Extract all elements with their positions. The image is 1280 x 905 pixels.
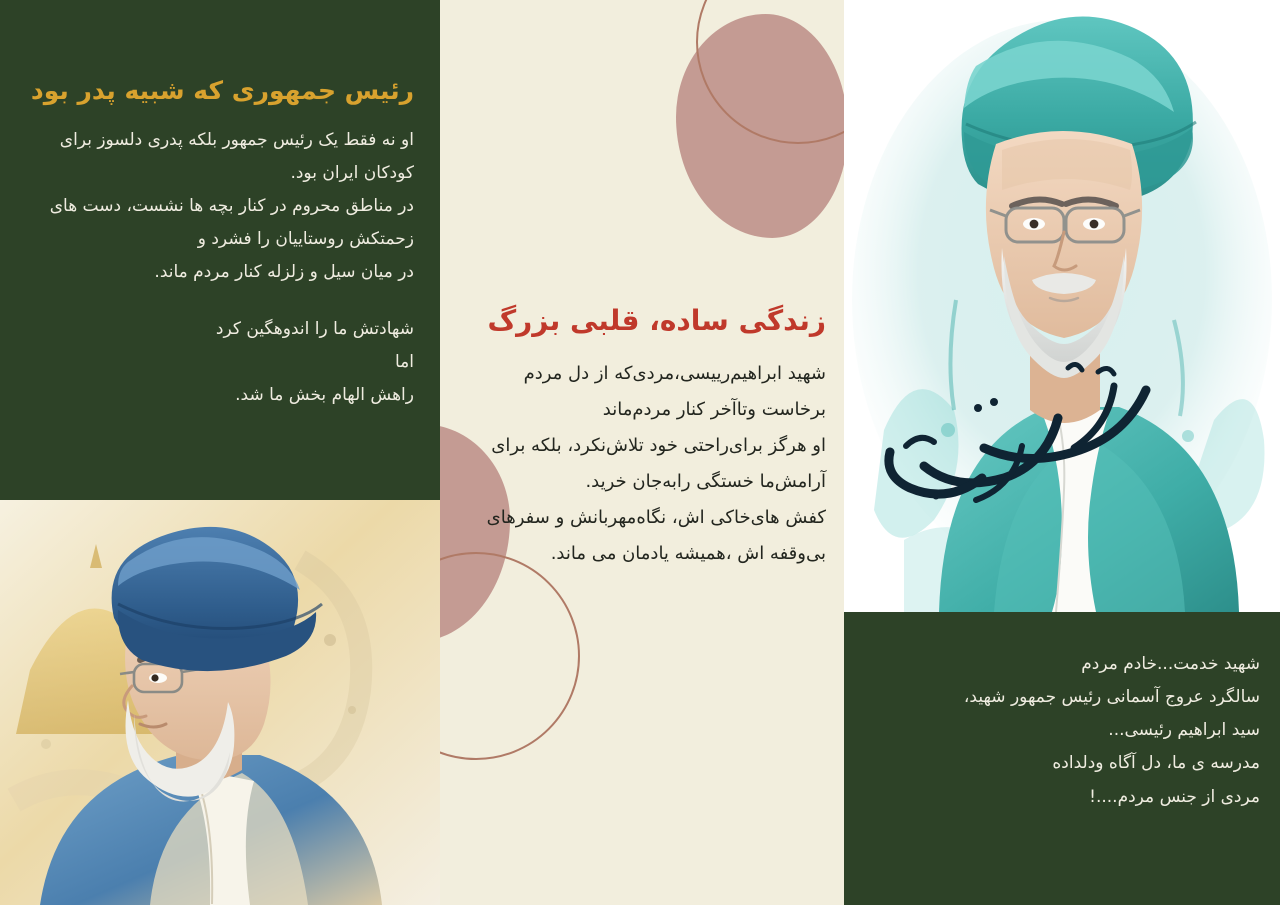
bottom-right-line-5: مردی از جنس مردم....! — [1089, 786, 1260, 807]
top-left-text-block — [0, 72, 440, 413]
bottom-right-line-2: سالگرد عروج آسمانی رئیس جمهور شهید، — [963, 687, 1260, 708]
bottom-right-line-4: مدرسه ی ما، دل آگاه ودلداده — [1052, 753, 1260, 774]
center-paragraph-2: او هرگز برای‌راحتی خود تلاش‌نکرد، بلکه برای آرامش‌ما خستگی رابه‌جان خرید. — [491, 435, 826, 492]
text-spacer — [20, 289, 414, 313]
top-left-paragraph-3: در میان سیل و زلزله کنار مردم ماند. — [154, 262, 414, 283]
top-left-paragraph-4: شهادتش ما را اندوهگین کرد — [215, 319, 414, 340]
bottom-right-line-1: شهید خدمت...خادم مردم — [1081, 654, 1260, 674]
top-left-paragraph-5: اما — [394, 352, 414, 373]
center-text-block — [452, 300, 844, 572]
center-heading: زندگی ساده، قلبی بزرگ — [487, 304, 826, 337]
top-left-paragraph-1: او نه فقط یک رئیس جمهور بلکه پدری دلسوز برای کودکان ایران بود. — [59, 129, 414, 183]
bottom-right-line-3: سید ابراهیم رئیسی... — [1108, 720, 1260, 741]
top-left-paragraph-2: در مناطق محروم در کنار بچه ها نشست، دست های زحمتکش روستاییان را فشرد و — [49, 195, 414, 249]
portrait-front-image — [844, 0, 1280, 612]
center-paragraph-3: کفش های‌خاکی اش، نگاه‌مهربانش و سفرهای بی‌وقفه اش ،همیشه یادمان می ماند. — [486, 507, 826, 564]
top-left-heading: رئیس جمهوری که شبیه پدر بود — [30, 76, 414, 105]
top-left-paragraph-6: راهش الهام بخش ما شد. — [235, 385, 414, 406]
center-paragraph-1: شهید ابراهیم‌رییسی،مردی‌که از دل مردم برخاست وتاآخر کنار مردم‌ماند — [523, 363, 826, 420]
portrait-profile-image — [0, 500, 440, 905]
bottom-right-text-block — [844, 648, 1280, 814]
